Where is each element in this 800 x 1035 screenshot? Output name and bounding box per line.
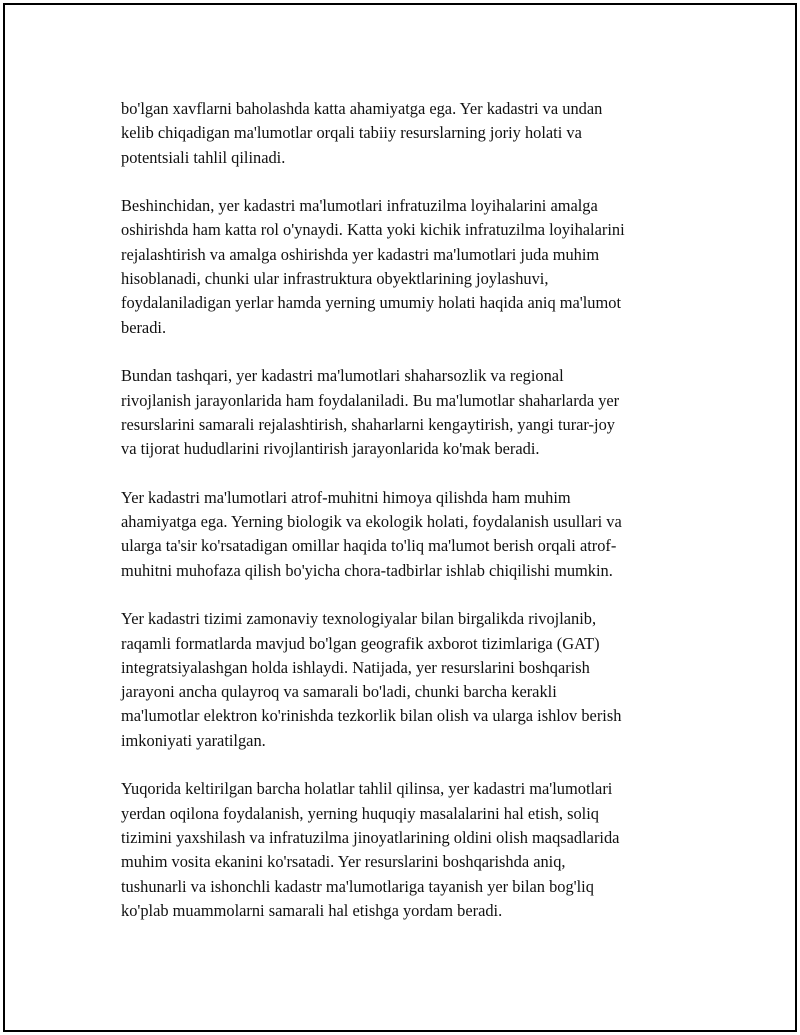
paragraph-6: Yuqorida keltirilgan barcha holatlar tahlil qilinsa, yer kadastri ma'lumotlari yerdan oqilona foydalanish, yerning huquqiy masalalarini hal etish, soliq tizimini yaxshilash va infratuzilma jinoyatlarining oldini olish maqsadlarida muhim vosita ekanini ko'rsatadi. Yer resurslarini boshqarishda aniq, tushunarli va ishonchli kadastr ma'lumotlariga tayanish yer bilan bog'liq ko'plab muammolarni samarali hal etishga yordam beradi. [121, 779, 620, 920]
paragraph-3: Bundan tashqari, yer kadastri ma'lumotlari shaharsozlik va regional rivojlanish jarayonlarida ham foydalaniladi. Bu ma'lumotlar shaharlarda yer resurslarini samarali rejalashtirish, shaharlarni kengaytirish, yangi turar-joy va tijorat hududlarini rivojlantirish jarayonlarida ko'mak beradi. [121, 366, 620, 459]
paragraph-4: Yer kadastri ma'lumotlari atrof-muhitni himoya qilishda ham muhim ahamiyatga ega. Yerning biologik va ekologik holati, foydalanish usullari va ularga ta'sir ko'rsatadigan omillar haqida to'liq ma'lumot berish orqali atrof- muhitni muhofaza qilish bo'yicha chora-tadbirlar ishlab chiqilishi mumkin. [121, 487, 622, 580]
document-body [121, 97, 691, 947]
paragraph-1: bo'lgan xavflarni baholashda katta ahamiyatga ega. Yer kadastri va undan kelib chiqadigan ma'lumotlar orqali tabiiy resurslarning joriy holati va potentsiali tahlil qilinadi. [121, 99, 603, 167]
page-border-frame [3, 3, 797, 1032]
paragraph-5: Yer kadastri tizimi zamonaviy texnologiyalar bilan birgalikda rivojlanib, raqamli formatlarda mavjud bo'lgan geografik axborot tizimlariga (GAT) integratsiyalashgan holda ishlaydi. Natijada, yer resurslarini boshqarish jarayoni ancha qulayroq va samarali bo'ladi, chunki barcha kerakli ma'lumotlar elektron ko'rinishda tezkorlik bilan olish va ularga ishlov berish imkoniyati yaratilgan. [121, 609, 622, 750]
paragraph-2: Beshinchidan, yer kadastri ma'lumotlari infratuzilma loyihalarini amalga oshirishda ham katta rol o'ynaydi. Katta yoki kichik infratuzilma loyihalarini rejalashtirish va amalga oshirishda yer kadastri ma'lumotlari juda muhim hisoblanadi, chunki ular infrastruktura obyektlarining joylashuvi, foydalaniladigan yerlar hamda yerning umumiy holati haqida aniq ma'lumot beradi. [121, 196, 625, 337]
